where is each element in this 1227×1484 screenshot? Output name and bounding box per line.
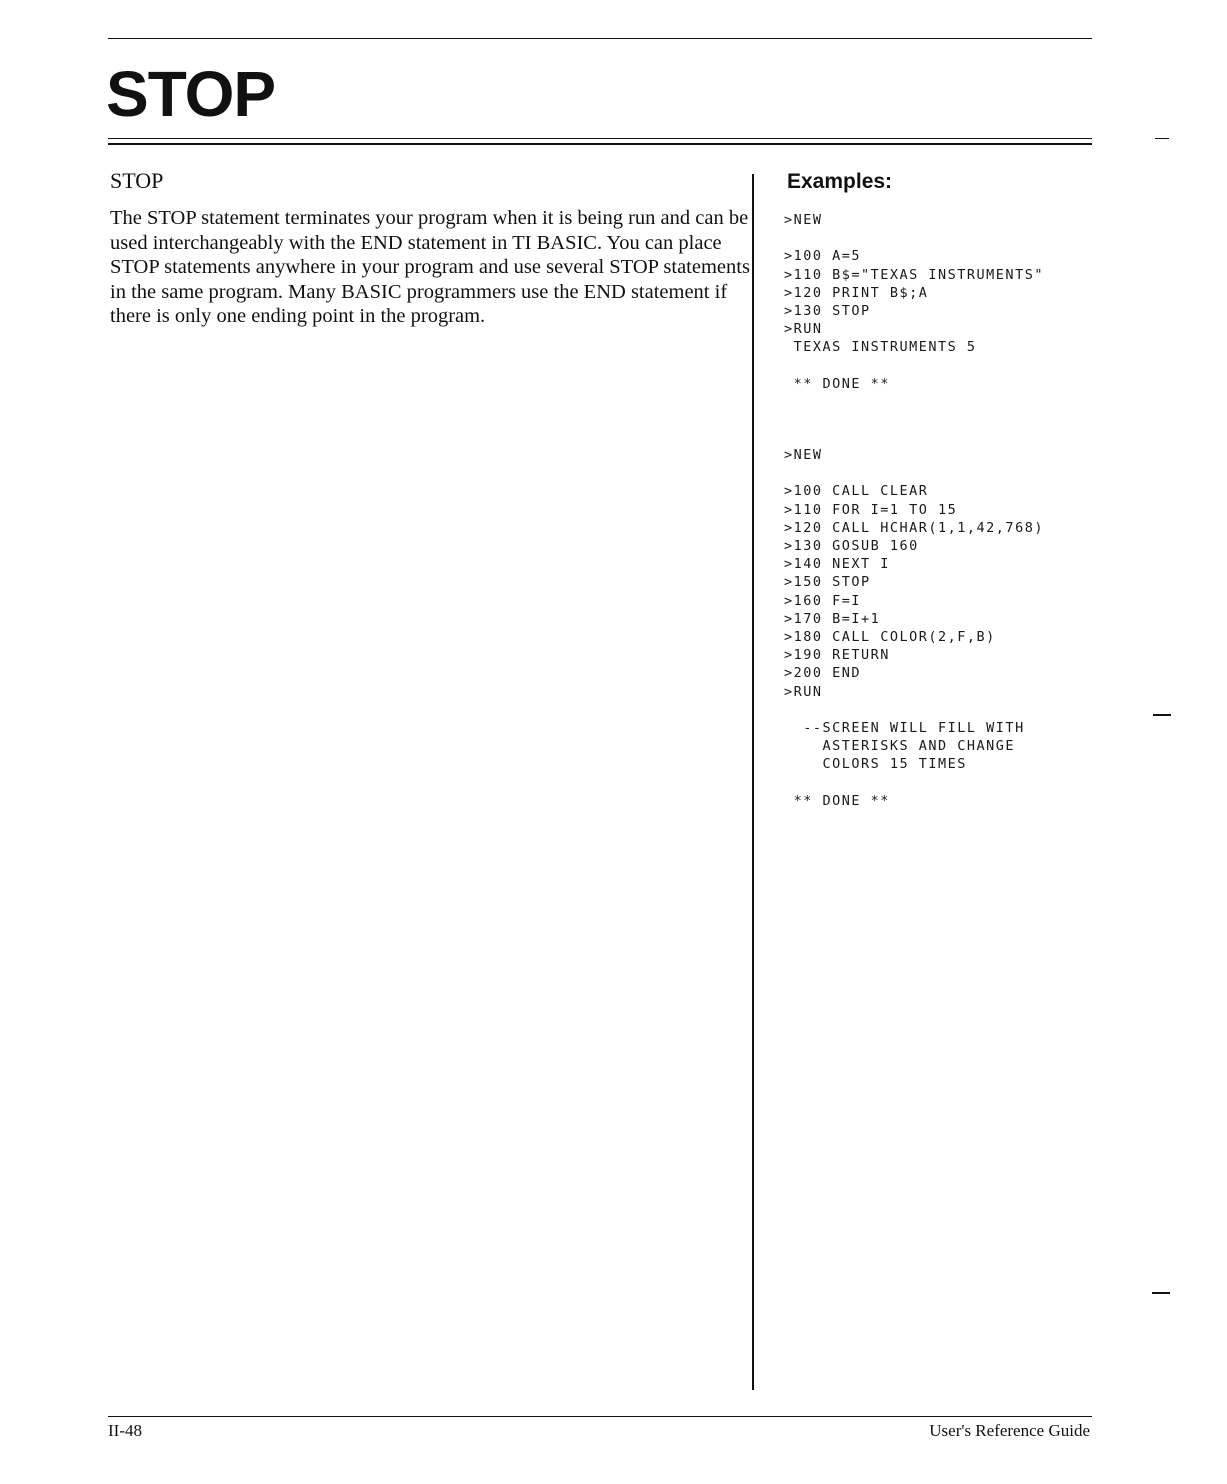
page-number: II-48 <box>108 1421 142 1440</box>
page-title: STOP <box>106 58 276 130</box>
margin-tick-mark <box>1152 1292 1170 1294</box>
footer-rule <box>108 1416 1092 1417</box>
statement-description: The STOP statement terminates your program when it is being run and can be used interchangeably with the END statement in TI BASIC. You can place STOP statements anywhere in your program and use several STOP statements in the same program. Many BASIC programmers use the END statement if there is only one ending point in the program. <box>110 207 750 328</box>
margin-tick-mark <box>1153 714 1171 716</box>
example-2-code: >NEW >100 CALL CLEAR >110 FOR I=1 TO 15 >120 CALL HCHAR(1,1,42,768) >130 GOSUB 160 >140 NEXT I >150 STOP >160 F=I >170 B=I+1 >180 CALL COLOR(2,F,B) >190 RETURN >200 END >RUN --SCREEN WILL FILL WITH ASTERISKS AND CHANGE COLORS 15 TIMES ** DONE ** <box>784 447 1044 809</box>
examples-heading: Examples: <box>787 170 893 193</box>
margin-tick-mark <box>1155 138 1169 139</box>
top-rule <box>108 38 1092 39</box>
title-underline-top <box>108 138 1092 139</box>
footer-guide-title: User's Reference Guide <box>929 1421 1090 1440</box>
example-1-code: >NEW >100 A=5 >110 B$="TEXAS INSTRUMENTS" >120 PRINT B$;A >130 STOP >RUN TEXAS INSTRUMENTS 5 ** DONE ** <box>784 212 1044 392</box>
title-underline-bottom <box>108 143 1092 145</box>
column-divider <box>752 174 754 1390</box>
syntax-format: STOP <box>110 168 164 193</box>
